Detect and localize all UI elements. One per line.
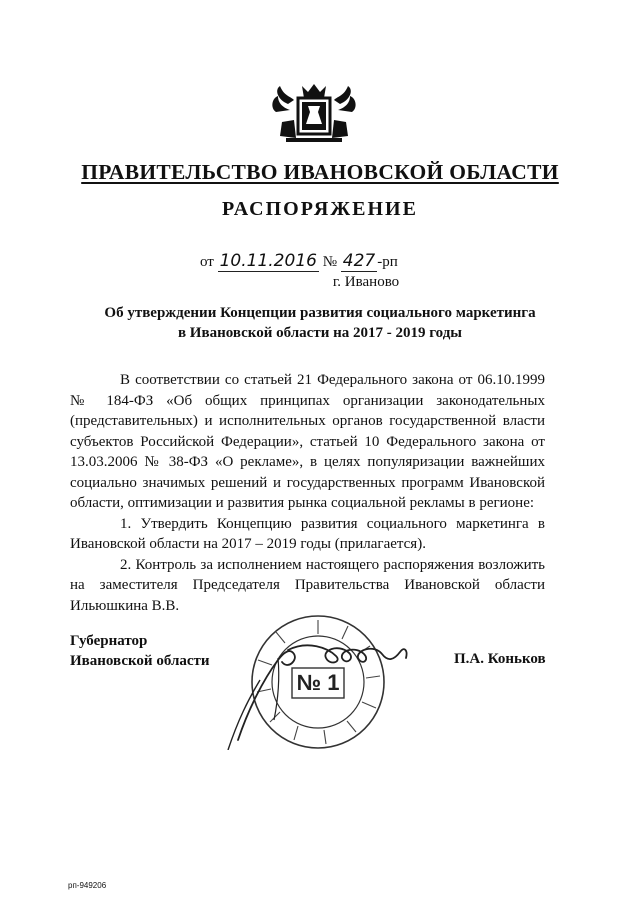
stamp-number: № 1 — [296, 670, 340, 695]
position-line-1: Губернатор — [70, 633, 148, 649]
body-paragraph-2: 1. Утвердить Концепцию развития социального маркетинга в Ивановской области на 2017 – 2019 годы (прилагается). — [70, 515, 545, 552]
date-number-line — [200, 251, 398, 271]
city: г. Иваново — [332, 274, 400, 290]
coat-of-arms-icon — [268, 82, 360, 144]
body-paragraph-1: В соответствии со статьей 21 Федерального закона от 06.10.1999 № 184-ФЗ «Об общих принципах организации законодательных (представительных) и исполнительных органов государственной власти субъектов Российской Федерации», статьей 10 Федерального закона от 13.03.2006 № 38-ФЗ «О рекламе», в целях популяризации важнейших социально значимых решений и государственных программ Ивановской области, оптимизации и развития рынка социальной рекламы в регионе: — [70, 372, 545, 511]
document-body — [70, 370, 545, 616]
number-suffix: -рп — [377, 254, 398, 270]
signatory-position — [70, 631, 210, 671]
handwritten-signature-icon — [218, 600, 428, 750]
document-subject — [0, 303, 640, 343]
document-date: 10.11.2016 — [219, 251, 317, 271]
date-prefix: от — [200, 254, 214, 270]
signatory-name: П.А. Коньков — [454, 651, 546, 667]
government-title: ПРАВИТЕЛЬСТВО ИВАНОВСКОЙ ОБЛАСТИ — [81, 160, 559, 184]
document-type: РАСПОРЯЖЕНИЕ — [222, 198, 418, 220]
footer-code: рп-949206 — [68, 881, 107, 890]
document-number: 427 — [342, 251, 376, 271]
subject-line-1: Об утверждении Концепции развития социального маркетинга — [104, 305, 536, 321]
subject-line-2: в Ивановской области на 2017 - 2019 годы — [177, 325, 463, 341]
number-prefix: № — [322, 254, 338, 270]
body-paragraph-3: 2. Контроль за исполнением настоящего распоряжения возложить на заместителя Председателя Правительства Ивановской области Ильюшкина В.В. — [70, 556, 545, 614]
position-line-2: Ивановской области — [70, 653, 210, 669]
